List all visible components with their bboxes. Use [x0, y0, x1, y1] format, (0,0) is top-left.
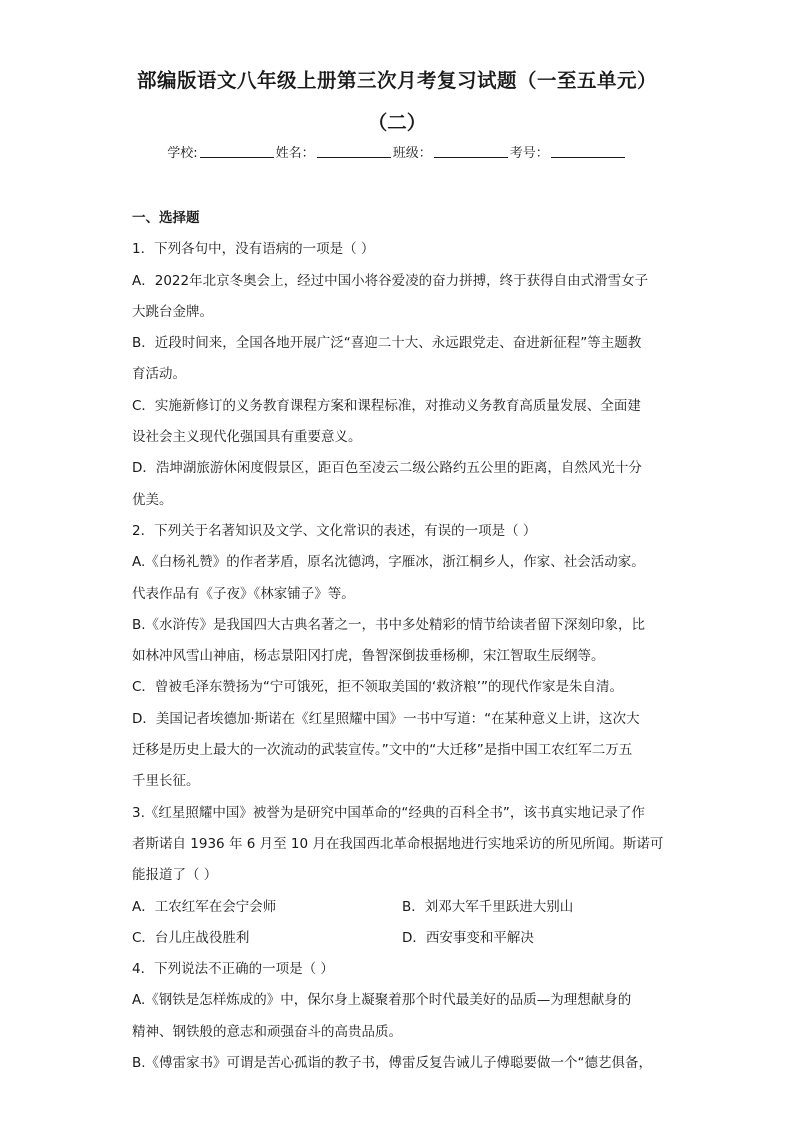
option-c-cont: 设社会主义现代化强国具有重要意义。: [132, 429, 362, 446]
option-a-cont: 大跳台金牌。: [132, 303, 213, 320]
school-blank: [200, 143, 274, 158]
school-label: 学校:: [167, 146, 198, 161]
option-c: C．曾被毛泽东赞扬为“宁可饿死，拒不领取美国的‘救济粮’”的现代作家是朱自清。: [132, 679, 623, 696]
option-a-cont: 代表作品有《子夜》《林家铺子》等。: [132, 585, 355, 602]
question-stem: 3.《红星照耀中国》被誉为是研究中国革命的“经典的百科全书”，该书真实地记录了作: [132, 804, 645, 821]
section-heading: 一、选择题: [132, 210, 200, 226]
number-label: 考号：: [509, 146, 549, 161]
class-blank: [434, 143, 508, 158]
student-info-row: [0, 143, 794, 164]
class-label: 班级：: [392, 146, 432, 161]
name-label: 姓名：: [275, 146, 315, 161]
question-2: [132, 516, 672, 798]
question-stem: 4．下列说法不正确的一项是（ ）: [132, 961, 334, 978]
question-1: [132, 234, 672, 516]
option-a: A．2022年北京冬奥会上，经过中国小将谷爱凌的奋力拼搏，终于获得自由式滑雪女子: [132, 272, 649, 289]
option-b: B．近段时间来，全国各地开展广泛“喜迎二十大、永远跟党走、奋进新征程”等主题教: [132, 335, 642, 352]
page-subtitle: （二）: [367, 111, 427, 134]
option-b-cont: 如林冲风雪山神庙，杨志景阳冈打虎，鲁智深倒拔垂杨柳，宋江智取生辰纲等。: [132, 648, 605, 665]
question-stem-cont: 者斯诺自 1936 年 6 月至 10 月在我国西北革命根据地进行实地采访的所见所闻。斯诺可: [132, 835, 664, 852]
option-c: C．台儿庄战役胜利: [132, 929, 250, 946]
option-d: D．浩坤湖旅游休闲度假景区，距百色至凌云二级公路约五公里的距离，自然风光十分: [132, 460, 642, 477]
question-4: [132, 954, 672, 1079]
question-stem: 1．下列各句中，没有语病的一项是（ ）: [132, 241, 375, 258]
option-a-cont: 精神、钢铁般的意志和顽强奋斗的高贵品质。: [132, 1023, 402, 1040]
option-d-cont: 千里长征。: [132, 773, 200, 790]
options-row: [132, 892, 672, 923]
option-b-cont: 育活动。: [132, 366, 186, 383]
question-3: [132, 798, 672, 954]
option-a: A．工农红军在会宁会师: [132, 898, 277, 915]
option-b: B.《傅雷家书》可谓是苦心孤诣的教子书，傅雷反复告诫儿子傅聪要做一个“德艺俱备，: [132, 1055, 653, 1072]
number-blank: [551, 143, 625, 158]
question-stem-cont: 能报道了（ ）: [132, 867, 218, 884]
option-a: A.《白杨礼赞》的作者茅盾，原名沈德鸿，字雁冰，浙江桐乡人，作家、社会活动家。: [132, 554, 645, 571]
option-a: A.《钢铁是怎样炼成的》中，保尔身上凝聚着那个时代最美好的品质—为理想献身的: [132, 992, 632, 1009]
option-d-cont: 迁移是历史上最大的一次流动的武装宣传。”文中的“大迁移”是指中国工农红军二万五: [132, 742, 633, 759]
option-d: D．美国记者埃德加·斯诺在《红星照耀中国》一书中写道：“在某种意义上讲，这次大: [132, 710, 640, 727]
option-d-cont: 优美。: [132, 491, 173, 508]
question-content: [132, 203, 672, 1079]
option-b: B．刘邓大军千里跃进大别山: [402, 898, 574, 915]
option-c: C．实施新修订的义务教育课程方案和课程标准，对推动义务教育高质量发展、全面建: [132, 397, 641, 414]
question-stem: 2．下列关于名著知识及文学、文化常识的表述，有误的一项是（ ）: [132, 522, 537, 539]
option-b: B.《水浒传》是我国四大古典名著之一，书中多处精彩的情节给读者留下深刻印象，比: [132, 616, 646, 633]
option-d: D．西安事变和平解决: [402, 929, 534, 946]
page-title: 部编版语文八年级上册第三次月考复习试题（一至五单元）: [136, 69, 657, 92]
name-blank: [317, 143, 391, 158]
options-row: [132, 923, 672, 954]
